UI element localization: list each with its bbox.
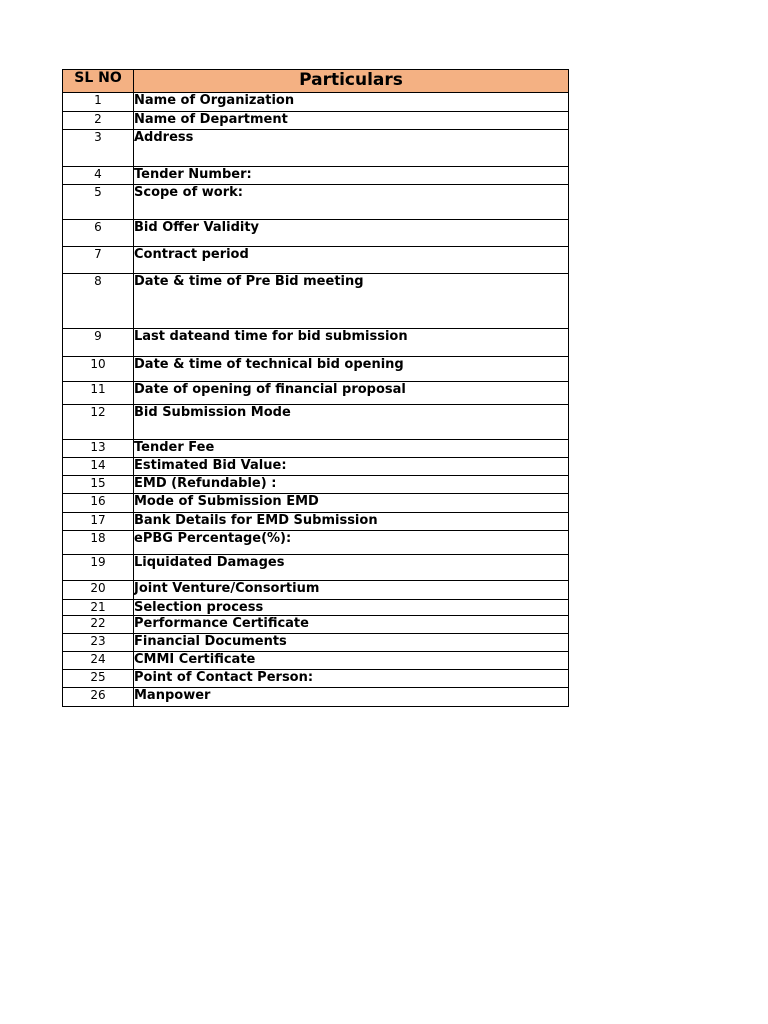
row-number: 21 (63, 600, 134, 616)
row-label: EMD (Refundable) : (134, 476, 569, 494)
row-number: 14 (63, 458, 134, 476)
row-number: 4 (63, 167, 134, 185)
row-label: Date & time of Pre Bid meeting (134, 274, 569, 329)
row-number: 7 (63, 247, 134, 274)
row-label: Name of Department (134, 112, 569, 130)
row-number: 19 (63, 555, 134, 581)
row-label: Last dateand time for bid submission (134, 329, 569, 357)
table-row (63, 329, 569, 357)
row-number: 17 (63, 513, 134, 531)
particulars-table (62, 69, 569, 707)
row-number: 13 (63, 440, 134, 458)
row-number: 15 (63, 476, 134, 494)
row-number: 24 (63, 652, 134, 670)
row-label: ePBG Percentage(%): (134, 531, 569, 555)
table-row (63, 440, 569, 458)
sl-no-header: SL NO (63, 70, 134, 93)
row-number: 8 (63, 274, 134, 329)
table-row (63, 274, 569, 329)
row-label: Scope of work: (134, 185, 569, 220)
row-label: Address (134, 130, 569, 167)
table-row (63, 247, 569, 274)
row-number: 26 (63, 688, 134, 707)
row-label: Mode of Submission EMD (134, 494, 569, 513)
row-number: 3 (63, 130, 134, 167)
row-number: 5 (63, 185, 134, 220)
table-row (63, 581, 569, 600)
table-header (63, 70, 569, 93)
table-row (63, 382, 569, 405)
row-number: 25 (63, 670, 134, 688)
row-number: 10 (63, 357, 134, 382)
table-row (63, 167, 569, 185)
row-label: Date of opening of financial proposal (134, 382, 569, 405)
table-row (63, 670, 569, 688)
table-row (63, 688, 569, 707)
row-label: Liquidated Damages (134, 555, 569, 581)
row-label: Performance Certificate (134, 616, 569, 634)
table-row (63, 600, 569, 616)
table-row (63, 652, 569, 670)
row-label: Joint Venture/Consortium (134, 581, 569, 600)
row-label: Manpower (134, 688, 569, 707)
table-body (63, 93, 569, 707)
row-label: Bid Submission Mode (134, 405, 569, 440)
table-row (63, 185, 569, 220)
row-number: 18 (63, 531, 134, 555)
table-row (63, 112, 569, 130)
row-label: Tender Number: (134, 167, 569, 185)
table-row (63, 634, 569, 652)
row-label: Estimated Bid Value: (134, 458, 569, 476)
table-row (63, 494, 569, 513)
row-label: Date & time of technical bid opening (134, 357, 569, 382)
table-row (63, 405, 569, 440)
row-number: 2 (63, 112, 134, 130)
table-row (63, 555, 569, 581)
row-label: Financial Documents (134, 634, 569, 652)
row-number: 11 (63, 382, 134, 405)
table-row (63, 220, 569, 247)
table-row (63, 357, 569, 382)
row-label: Selection process (134, 600, 569, 616)
table-row (63, 93, 569, 112)
row-number: 22 (63, 616, 134, 634)
row-number: 9 (63, 329, 134, 357)
table-row (63, 531, 569, 555)
table-row (63, 476, 569, 494)
row-label: Name of Organization (134, 93, 569, 112)
tender-particulars-sheet (62, 69, 568, 707)
row-number: 6 (63, 220, 134, 247)
table-row (63, 616, 569, 634)
table-row (63, 458, 569, 476)
row-number: 20 (63, 581, 134, 600)
row-label: Bid Offer Validity (134, 220, 569, 247)
particulars-header: Particulars (134, 70, 569, 93)
row-label: Bank Details for EMD Submission (134, 513, 569, 531)
row-label: Point of Contact Person: (134, 670, 569, 688)
row-label: Tender Fee (134, 440, 569, 458)
header-row (63, 70, 569, 93)
table-row (63, 513, 569, 531)
row-label: CMMI Certificate (134, 652, 569, 670)
row-number: 16 (63, 494, 134, 513)
row-number: 23 (63, 634, 134, 652)
row-label: Contract period (134, 247, 569, 274)
row-number: 1 (63, 93, 134, 112)
table-row (63, 130, 569, 167)
row-number: 12 (63, 405, 134, 440)
